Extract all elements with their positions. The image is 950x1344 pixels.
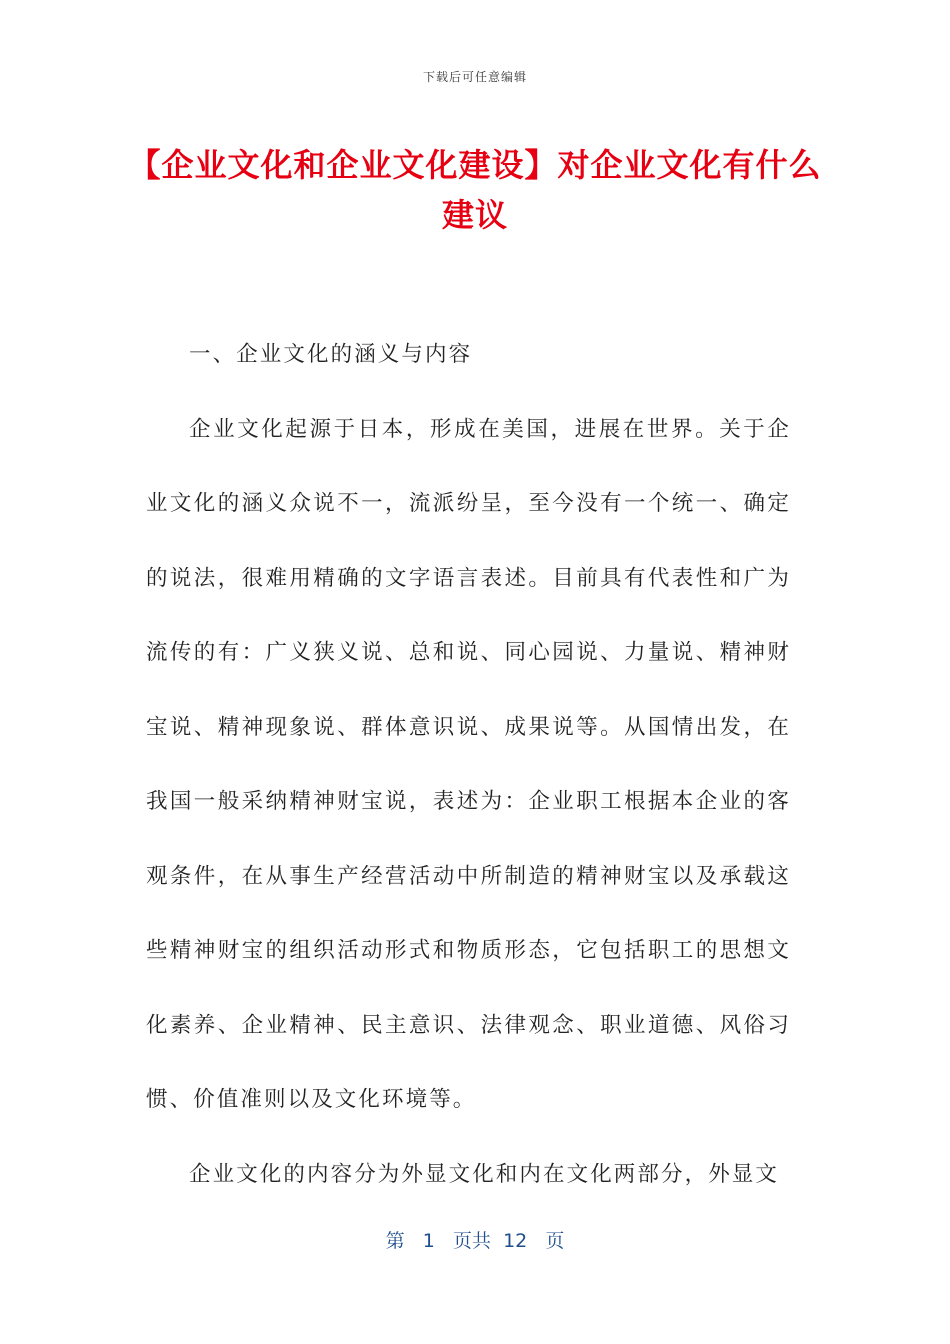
section-heading: 一、企业文化的涵义与内容	[189, 342, 473, 367]
page-footer	[0, 1226, 950, 1253]
page-middle: 页共	[452, 1230, 491, 1252]
page-prefix: 第	[385, 1230, 405, 1252]
page-current: 1	[422, 1230, 435, 1252]
page-total: 12	[503, 1230, 528, 1252]
document-body	[146, 318, 791, 1212]
body-paragraph: 企业文化的内容分为外显文化和内在文化两部分，外显文	[189, 1161, 780, 1187]
header-note: 下载后可任意编辑	[422, 70, 527, 84]
page-suffix: 页	[545, 1230, 565, 1252]
document-title: 【企业文化和企业文化建设】对企业文化有什么建议	[128, 146, 822, 234]
body-paragraph: 企业文化起源于日本，形成在美国，进展在世界。关于企业文化的涵义众说不一，流派纷呈，至今没有一个统一、确定的说法，很难用精确的文字语言表述。目前具有代表性和广为流传的有：广义狭义说、总和说、同心园说、力量说、精神财宝说、精神现象说、群体意识说、成果说等。从国情出发，在我国一般采纳精神财宝说，表述为：企业职工根据本企业的客观条件，在从事生产经营活动中所制造的精神财宝以及承载这些精神财宝的组织活动形式和物质形态，它包括职工的思想文化素养、企业精神、民主意识、法律观念、职业道德、风俗习惯、价值准则以及文化环境等。	[146, 416, 791, 1112]
